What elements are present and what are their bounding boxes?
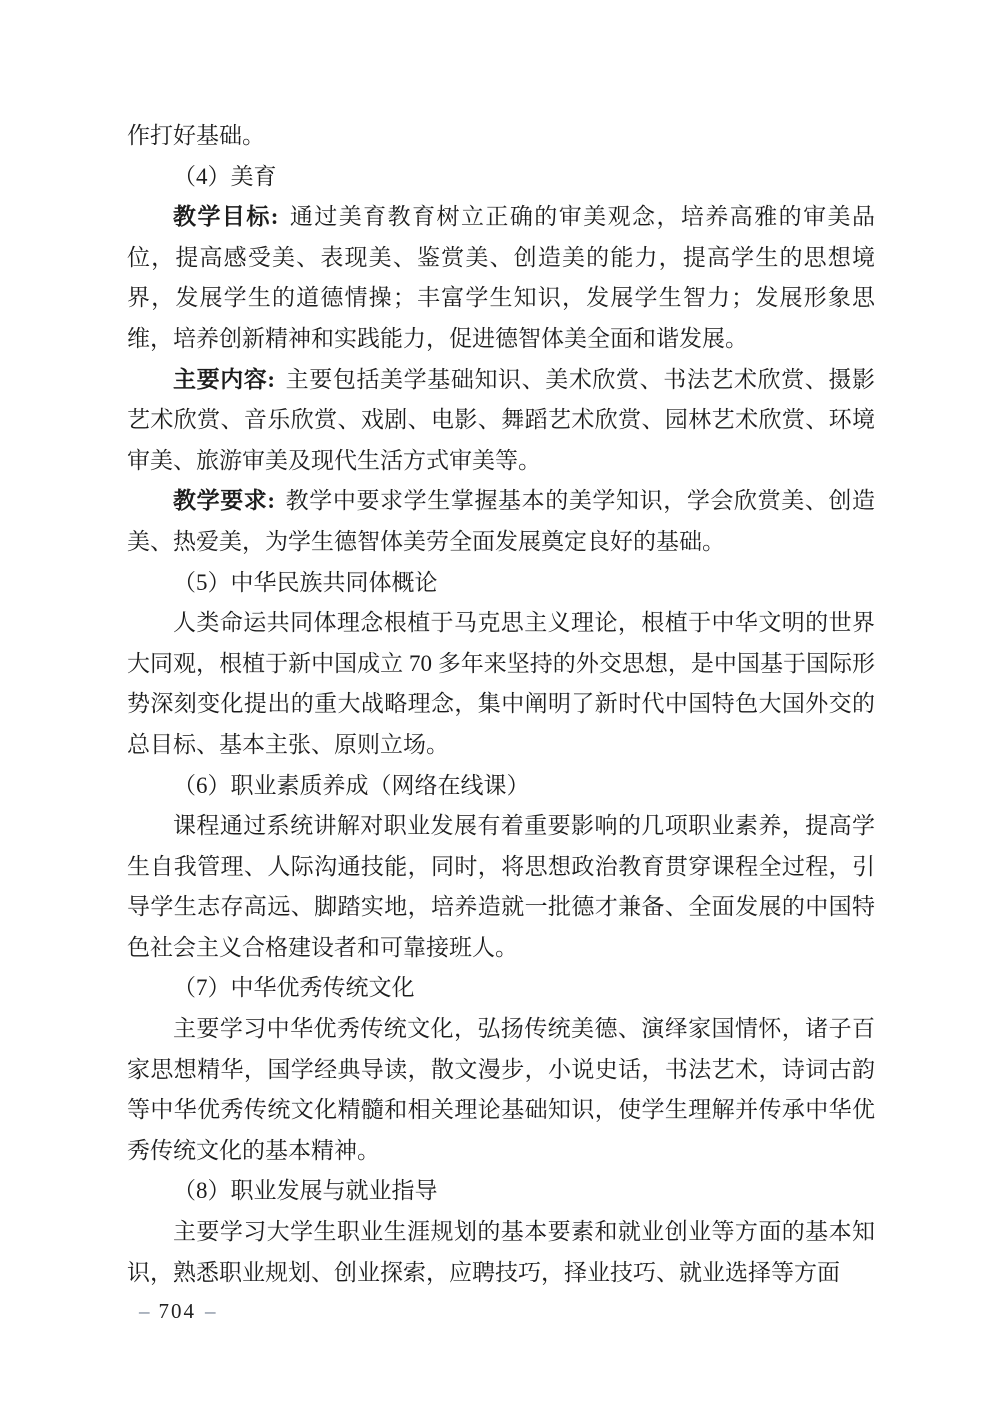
paragraph-community-concept: 人类命运共同体理念根植于马克思主义理论，根植于中华文明的世界大同观，根植于新中国成立 70 多年来坚持的外交思想，是中国基于国际形势深刻变化提出的重大战略理念，集中阐明了新时代中国特色大国外交的总目标、基本主张、原则立场。 [127, 610, 875, 757]
paragraph-label: 主要内容: [173, 366, 276, 392]
paragraph-main-content [127, 360, 875, 482]
section-heading-6: （6）职业素质养成（网络在线课） [173, 772, 530, 798]
section-heading-8: （8）职业发展与就业指导 [173, 1178, 438, 1204]
section-heading-5: （5）中华民族共同体概论 [173, 569, 438, 595]
page-number-dash-right: – [205, 1299, 216, 1323]
paragraph-label: 教学目标: [173, 204, 279, 230]
page-number-dash-left: – [139, 1299, 150, 1323]
paragraph-professional-quality: 课程通过系统讲解对职业发展有着重要影响的几项职业素养，提高学生自我管理、人际沟通技能，同时，将思想政治教育贯穿课程全过程，引导学生志存高远、脚踏实地，培养造就一批德才兼备、全面发展的中国特色社会主义合格建设者和可靠接班人。 [127, 813, 875, 960]
page-number-value: 704 [158, 1299, 196, 1323]
paragraph-teaching-goal [127, 197, 875, 359]
section-heading-4: （4）美育 [173, 163, 277, 189]
paragraph-label: 教学要求: [173, 488, 276, 514]
paragraph-text: 通过美育教育树立正确的审美观念，培养高雅的审美品位，提高感受美、表现美、鉴赏美、创造美的能力，提高学生的思想境界，发展学生的道德情操；丰富学生知识，发展学生智力；发展形象思维，培养创新精神和实践能力，促进德智体美全面和谐发展。 [127, 204, 875, 351]
paragraph-text: 主要包括美学基础知识、美术欣赏、书法艺术欣赏、摄影艺术欣赏、音乐欣赏、戏剧、电影、舞蹈艺术欣赏、园林艺术欣赏、环境审美、旅游审美及现代生活方式审美等。 [127, 366, 876, 473]
paragraph-traditional-culture: 主要学习中华优秀传统文化，弘扬传统美德、演绎家国情怀，诸子百家思想精华，国学经典导读，散文漫步，小说史话，书法艺术，诗词古韵等中华优秀传统文化精髓和相关理论基础知识，使学生理解并传承中华优秀传统文化的基本精神。 [127, 1016, 875, 1163]
page-number [130, 1297, 225, 1325]
paragraph-career-guidance: 主要学习大学生职业生涯规划的基本要素和就业创业等方面的基本知识，熟悉职业规划、创业探索，应聘技巧，择业技巧、就业选择等方面 [127, 1219, 875, 1285]
paragraph-continuation: 作打好基础。 [127, 123, 265, 148]
paragraph-text: 教学中要求学生掌握基本的美学知识，学会欣赏美、创造美、热爱美，为学生德智体美劳全面发展奠定良好的基础。 [127, 488, 876, 554]
document-content [127, 116, 875, 1293]
section-heading-7: （7）中华优秀传统文化 [173, 975, 415, 1001]
paragraph-teaching-requirement [127, 481, 875, 562]
